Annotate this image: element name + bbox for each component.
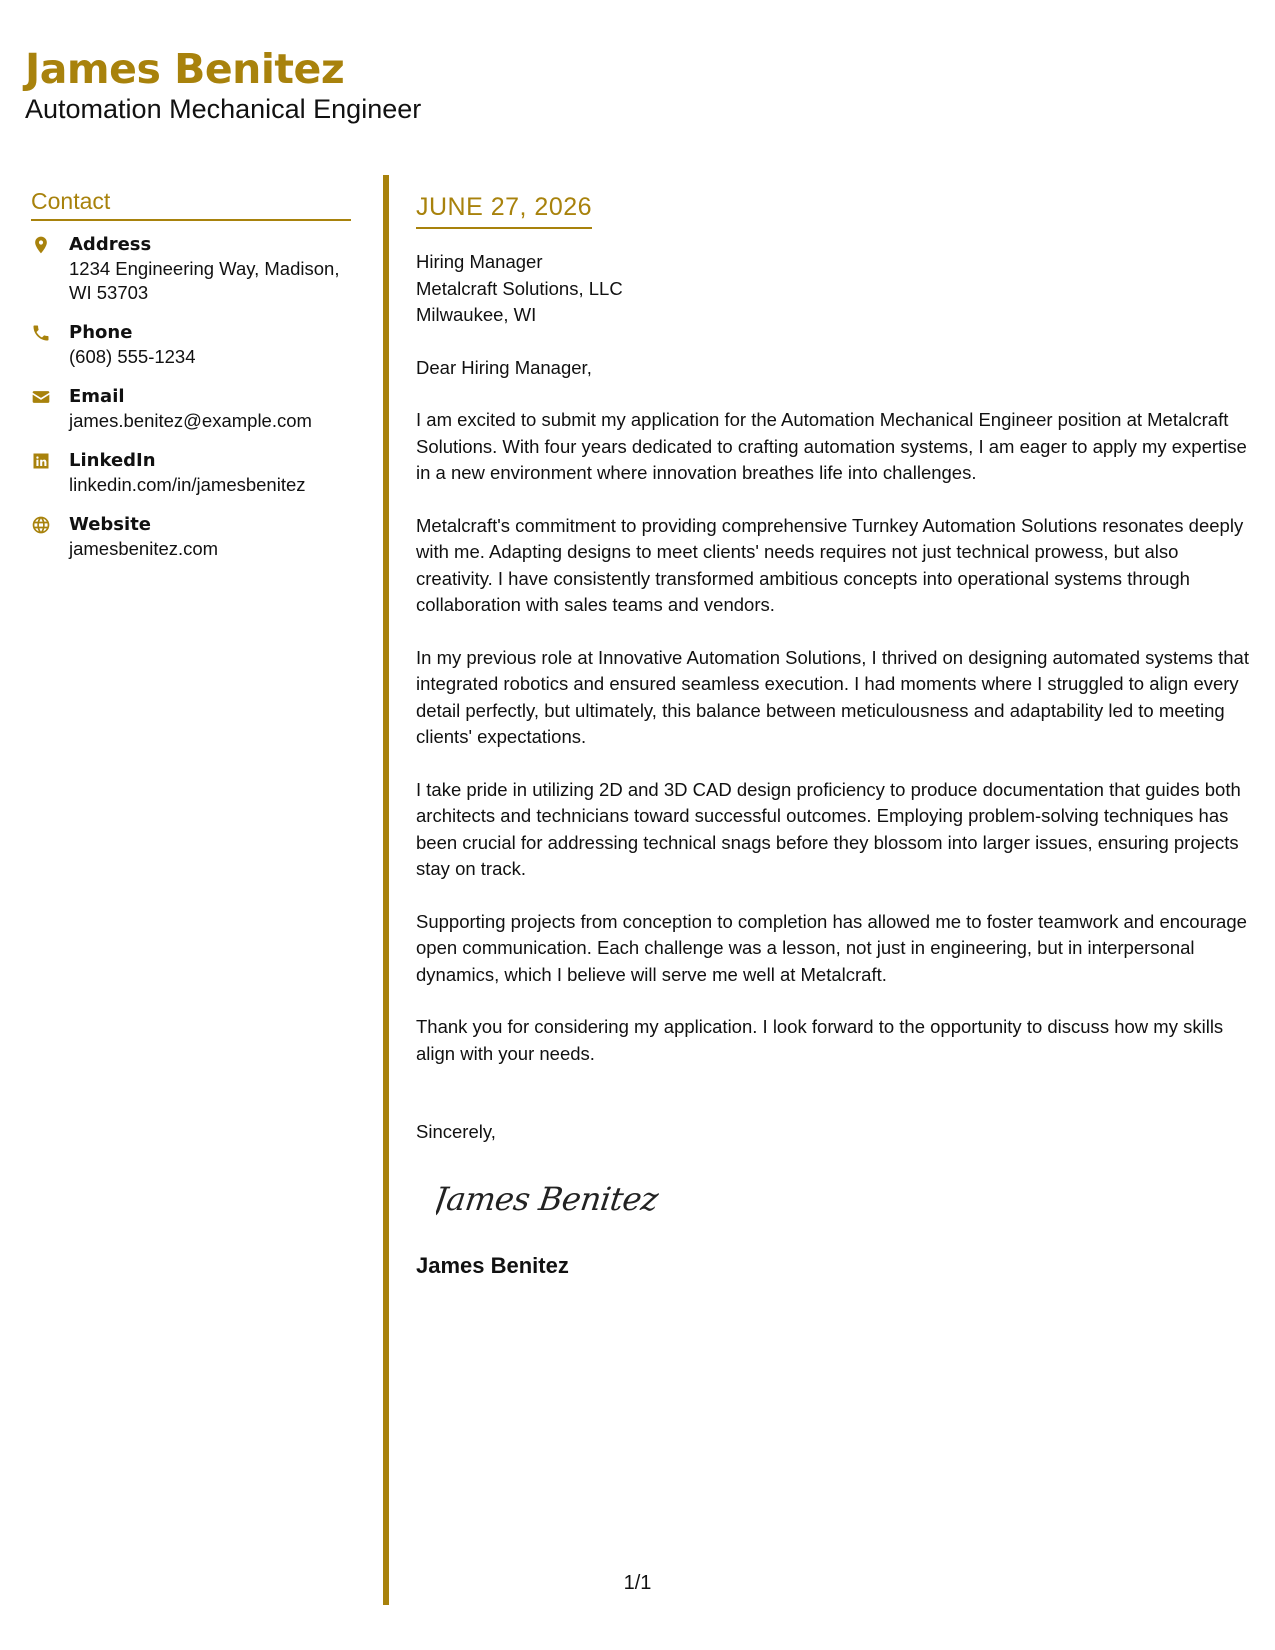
signature: [436, 1174, 1256, 1232]
contact-label: LinkedIn: [69, 450, 156, 471]
contact-label: Phone: [69, 322, 133, 343]
vertical-divider: [383, 175, 389, 1605]
letter-date: JUNE 27, 2026: [416, 192, 592, 229]
closing: Sincerely,: [416, 1121, 496, 1142]
envelope-icon: [31, 387, 53, 409]
address-value: 1234 Engineering Way, Madison, WI 53703: [69, 258, 340, 303]
contact-item-address: [31, 233, 351, 305]
contact-label: Email: [69, 386, 125, 407]
linkedin-value: linkedin.com/in/jamesbenitez: [69, 474, 306, 495]
contact-label: Address: [69, 234, 152, 255]
paragraph: Metalcraft's commitment to providing comprehensive Turnkey Automation Solutions resonates deeply with me. Adapting designs to meet clients' needs requires not just technical prowess, but also creativity. I have consistently transformed ambitious concepts into operational systems through collaboration with sales teams and vendors.: [416, 514, 1244, 615]
salutation: Dear Hiring Manager,: [416, 356, 592, 378]
recipient-block: [416, 249, 1256, 329]
website-value: jamesbenitez.com: [69, 538, 219, 559]
recipient-line: Milwaukee, WI: [416, 304, 537, 325]
map-pin-icon: [31, 235, 53, 257]
linkedin-icon: [31, 451, 53, 473]
contact-item-website: [31, 513, 351, 561]
email-value: james.benitez@example.com: [69, 410, 312, 431]
phone-value: (608) 555-1234: [69, 346, 196, 367]
page-number: [0, 1572, 1275, 1595]
applicant-name: James Benitez: [25, 45, 345, 93]
paragraph: Supporting projects from conception to completion has allowed me to foster teamwork and encourage open communication. Each challenge was a lesson, not just in engineering, but in interpersonal dynamics, which I believe will serve me well at Metalcraft.: [416, 910, 1247, 985]
contact-heading: Contact: [31, 188, 351, 221]
signer-name: James Benitez: [416, 1253, 569, 1278]
page-number-text: 1/1: [623, 1572, 652, 1594]
globe-icon: [31, 515, 53, 537]
recipient-line: Hiring Manager: [416, 251, 543, 272]
header: [25, 46, 421, 126]
signature-text: James Benitez: [436, 1179, 661, 1218]
job-title: Automation Mechanical Engineer: [25, 94, 422, 125]
paragraph: In my previous role at Innovative Automation Solutions, I thrived on designing automated systems that integrated robotics and ensured seamless execution. I had moments where I struggled to align every detail perfectly, but ultimately, this balance between meticulousness and adaptability led to meeting clients' expectations.: [416, 646, 1249, 747]
paragraph: I take pride in utilizing 2D and 3D CAD design proficiency to produce documentation that guides both architects and technicians toward successful outcomes. Employing problem-solving techniques has been crucial for addressing technical snags before they blossom into larger issues, ensuring projects stay on track.: [416, 778, 1241, 879]
paragraph: Thank you for considering my application. I look forward to the opportunity to discuss how my skills align with your needs.: [416, 1016, 1224, 1064]
phone-icon: [31, 323, 53, 345]
contact-item-email: [31, 385, 351, 433]
contact-label: Website: [69, 514, 152, 535]
paragraph: I am excited to submit my application for the Automation Mechanical Engineer position at Metalcraft Solutions. With four years dedicated to crafting automation systems, I am eager to apply my expertise in a new environment where innovation breathes life into challenges.: [416, 409, 1247, 483]
contact-item-phone: [31, 321, 351, 369]
recipient-line: Metalcraft Solutions, LLC: [416, 277, 623, 299]
contact-sidebar: [31, 188, 351, 577]
contact-item-linkedin: [31, 449, 351, 497]
letter-body: [416, 192, 1256, 1280]
